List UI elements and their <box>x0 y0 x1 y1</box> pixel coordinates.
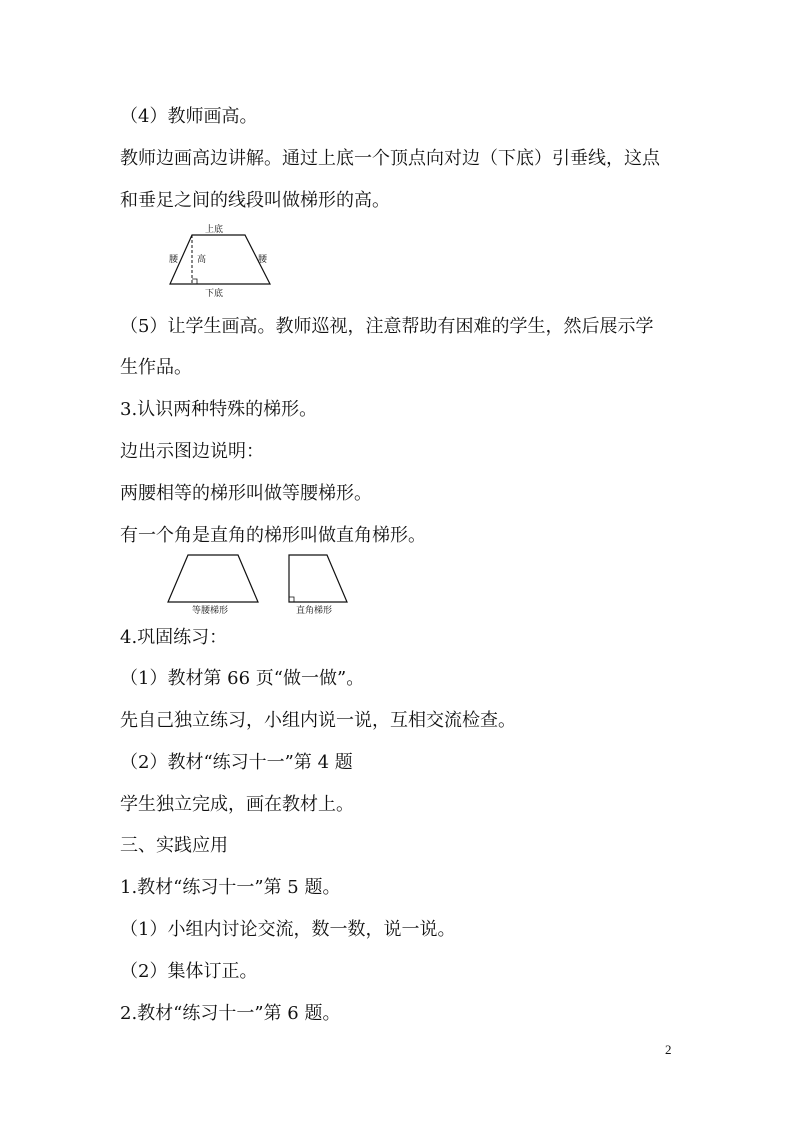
isosceles-trapezoid-shape <box>168 555 258 602</box>
p-10: 4.巩固练习： <box>120 627 228 648</box>
p-2: 教师边画高边讲解。通过上底一个顶点向对边（下底）引垂线，这点 <box>120 148 660 169</box>
right-angle-mark-2 <box>289 597 294 602</box>
special-trapezoids-figure <box>160 550 360 616</box>
page-number: 2 <box>665 1042 672 1057</box>
p-15: 三、实践应用 <box>120 835 228 856</box>
label-isosceles: 等腰梯形 <box>192 606 229 616</box>
p-12: 先自己独立练习，小组内说一说，互相交流检查。 <box>120 710 516 731</box>
trapezoid-height-figure <box>160 222 290 300</box>
p-14: 学生独立完成，画在教材上。 <box>120 794 354 815</box>
label-top-base: 上底 <box>205 225 224 235</box>
p-16: 1.教材“练习十一”第 5 题。 <box>120 877 341 898</box>
right-trapezoid-shape <box>289 555 347 602</box>
p-6: 3.认识两种特殊的梯形。 <box>120 399 318 420</box>
p-13: （2）教材“练习十一”第 4 题 <box>120 752 353 773</box>
right-angle-mark <box>192 279 197 284</box>
label-right-trapezoid: 直角梯形 <box>296 606 333 616</box>
trapezoid-shape <box>170 235 270 284</box>
p-5: 生作品。 <box>120 357 192 378</box>
p-18: （2）集体订正。 <box>120 961 258 982</box>
p-11: （1）教材第 66 页“做一做”。 <box>120 668 365 689</box>
p-1: （4）教师画高。 <box>120 106 258 127</box>
p-3: 和垂足之间的线段叫做梯形的高。 <box>120 190 390 211</box>
p-19: 2.教材“练习十一”第 6 题。 <box>120 1003 341 1024</box>
p-17: （1）小组内讨论交流，数一数，说一说。 <box>120 919 456 940</box>
label-height: 高 <box>197 255 207 265</box>
label-bottom-base: 下底 <box>205 289 224 299</box>
p-4: （5）让学生画高。教师巡视，注意帮助有困难的学生，然后展示学 <box>120 316 654 337</box>
label-right-leg: 腰 <box>258 255 268 265</box>
label-left-leg: 腰 <box>169 255 179 265</box>
p-8: 两腰相等的梯形叫做等腰梯形。 <box>120 483 372 504</box>
p-9: 有一个角是直角的梯形叫做直角梯形。 <box>120 525 426 546</box>
p-7: 边出示图边说明： <box>120 441 264 462</box>
